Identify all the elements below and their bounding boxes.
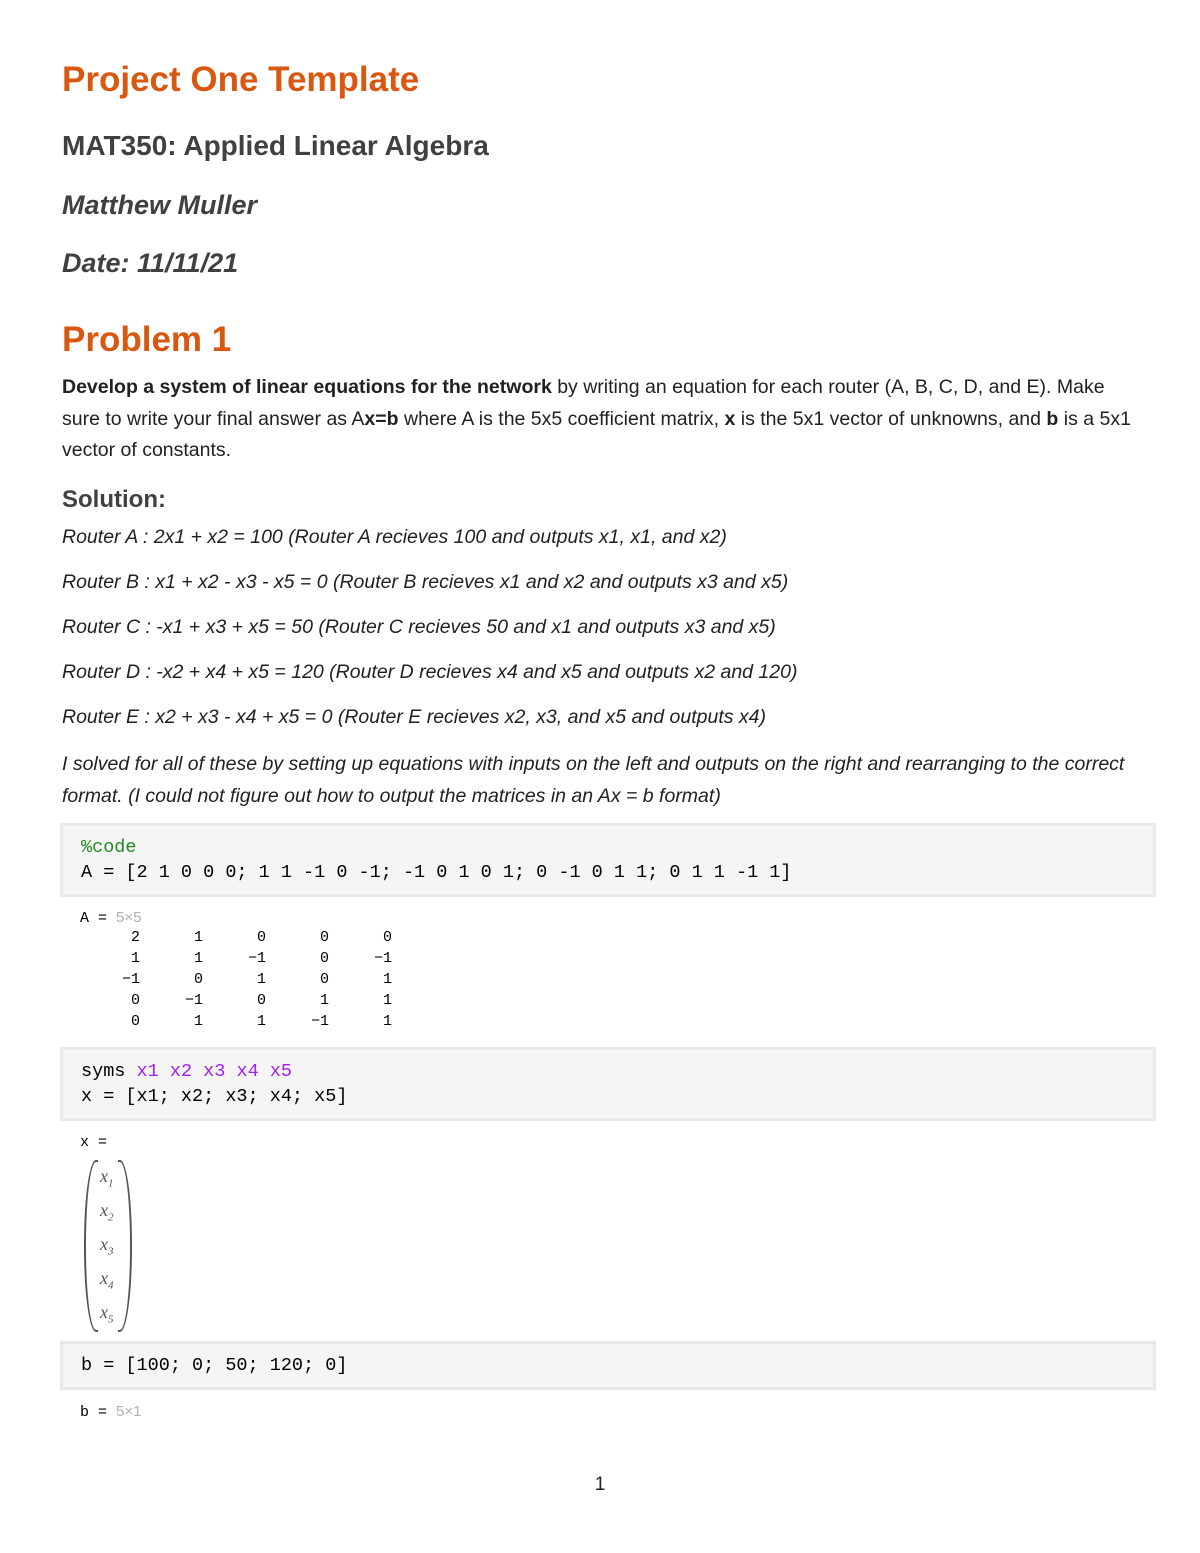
output-dimension: 5×5 — [116, 909, 142, 926]
entry-subscript: 3 — [108, 1245, 114, 1258]
author-name: Matthew Muller — [62, 190, 258, 220]
entry-var: x — [100, 1268, 108, 1288]
matrix-row — [77, 948, 392, 969]
prompt-text: by writing an equation for each router (A, B, C, D, and E). Make sure to write your final answer as — [62, 376, 1105, 430]
matrix-cell: 0 — [319, 950, 329, 967]
output-label: A = — [80, 910, 117, 927]
vector-entry — [100, 1268, 114, 1292]
matrix-cell: 0 — [193, 971, 203, 988]
prompt-text: where A is the 5x5 coefficient matrix, — [398, 407, 725, 430]
symbolic-vector-x — [84, 1160, 132, 1328]
prompt-bold: x — [724, 407, 736, 430]
matrix-cell: 0 — [319, 929, 329, 946]
right-paren — [118, 1160, 132, 1332]
matrix-cell: 0 — [319, 971, 329, 988]
entry-subscript: 1 — [108, 1177, 114, 1190]
router-equation: Router D : -x2 + x4 + x5 = 120 (Router D recieves x4 and x5 and outputs x2 and 120) — [62, 661, 798, 683]
solution-heading: Solution: — [62, 486, 166, 513]
entry-subscript: 2 — [108, 1211, 114, 1224]
output-vector-b — [80, 1403, 141, 1421]
matrix-cell: −1 — [184, 992, 203, 1009]
code-line: A = [2 1 0 0 0; 1 1 -1 0 -1; -1 0 1 0 1; 0 -1 0 1 1; 0 1 1 -1 1] — [81, 862, 792, 883]
code-line: b = [100; 0; 50; 120; 0] — [81, 1355, 348, 1376]
page-number: 1 — [594, 1474, 606, 1495]
matrix-cell: 1 — [256, 971, 266, 988]
output-label: b = — [80, 1404, 117, 1421]
sym-var: x5 — [269, 1061, 293, 1082]
matrix-cell: 1 — [382, 1013, 392, 1030]
output-matrix-a — [80, 909, 392, 1032]
entry-var: x — [100, 1302, 108, 1322]
entry-var: x — [100, 1200, 108, 1220]
router-equation: Router A : 2x1 + x2 = 100 (Router A recieves 100 and outputs x1, x1, and x2) — [62, 526, 727, 548]
matrix-cell: 1 — [193, 929, 203, 946]
prompt-bold: Develop a system of linear equations for the network — [62, 376, 552, 398]
matrix-cell: −1 — [247, 950, 266, 967]
vector-entry — [100, 1200, 114, 1224]
matrix-cell: 0 — [130, 992, 140, 1009]
matrix-table — [77, 927, 392, 1032]
matrix-cell: 0 — [256, 992, 266, 1009]
router-equation: Router E : x2 + x3 - x4 + x5 = 0 (Router E recieves x2, x3, and x5 and outputs x4) — [62, 706, 766, 728]
code-line: x = [x1; x2; x3; x4; x5] — [81, 1086, 348, 1107]
prompt-bold: b — [1046, 407, 1059, 430]
matrix-row — [77, 927, 392, 948]
matrix-cell: 1 — [193, 1013, 203, 1030]
entry-var: x — [100, 1234, 108, 1254]
entry-subscript: 5 — [108, 1313, 114, 1326]
matrix-row — [77, 969, 392, 990]
router-equation: Router B : x1 + x2 - x3 - x5 = 0 (Router B recieves x1 and x2 and outputs x3 and x5) — [62, 571, 789, 593]
matrix-cell: 2 — [130, 929, 140, 946]
document-date: Date: 11/11/21 — [62, 248, 239, 278]
output-dimension: 5×1 — [116, 1403, 142, 1420]
course-name: MAT350: Applied Linear Algebra — [62, 130, 489, 161]
problem-prompt — [62, 372, 1142, 467]
matrix-cell: −1 — [310, 1013, 329, 1030]
matrix-cell: −1 — [373, 950, 392, 967]
entry-subscript: 4 — [108, 1279, 114, 1292]
matrix-row — [77, 990, 392, 1011]
code-cell-vector-b[interactable] — [60, 1341, 1156, 1390]
problem-heading: Problem 1 — [62, 320, 232, 359]
code-cell-matrix-a[interactable] — [60, 823, 1156, 897]
output-x-label: x = — [80, 1134, 108, 1151]
matrix-cell: 1 — [193, 950, 203, 967]
sym-var: x1 — [136, 1061, 159, 1082]
left-paren — [84, 1160, 98, 1332]
matrix-row — [77, 1011, 392, 1032]
code-keyword: syms — [81, 1061, 137, 1082]
entry-var: x — [100, 1166, 108, 1186]
matrix-cell: −1 — [121, 971, 140, 988]
matrix-cell: 0 — [256, 929, 266, 946]
prompt-text: A — [351, 407, 365, 430]
vector-entry — [100, 1302, 114, 1326]
solution-note: I solved for all of these by setting up equations with inputs on the left and outputs on the right and rearranging to the correct format. (I could not figure out how to output the matrices in an Ax = b format) — [62, 753, 1125, 807]
matrix-cell: 1 — [256, 1013, 266, 1030]
vector-entry — [100, 1166, 114, 1190]
matrix-cell: 0 — [382, 929, 392, 946]
document-title: Project One Template — [62, 60, 420, 99]
sym-var: x4 — [236, 1061, 259, 1082]
code-cell-syms[interactable] — [60, 1047, 1156, 1121]
router-equation: Router C : -x1 + x3 + x5 = 50 (Router C recieves 50 and x1 and outputs x3 and x5) — [62, 616, 776, 638]
sym-var: x2 — [169, 1061, 193, 1082]
vector-entry — [100, 1234, 114, 1258]
sym-var: x3 — [203, 1061, 226, 1082]
matrix-cell: 1 — [130, 950, 140, 967]
prompt-text: is a 5x1 vector of constants. — [62, 407, 1131, 461]
prompt-text: is the 5x1 vector of unknowns, and — [735, 407, 1047, 430]
prompt-bold: x=b — [364, 407, 399, 430]
code-comment: %code — [81, 837, 137, 858]
matrix-cell: 1 — [382, 992, 392, 1009]
matrix-cell: 1 — [319, 992, 329, 1009]
matrix-cell: 1 — [382, 971, 392, 988]
matrix-cell: 0 — [130, 1013, 140, 1030]
